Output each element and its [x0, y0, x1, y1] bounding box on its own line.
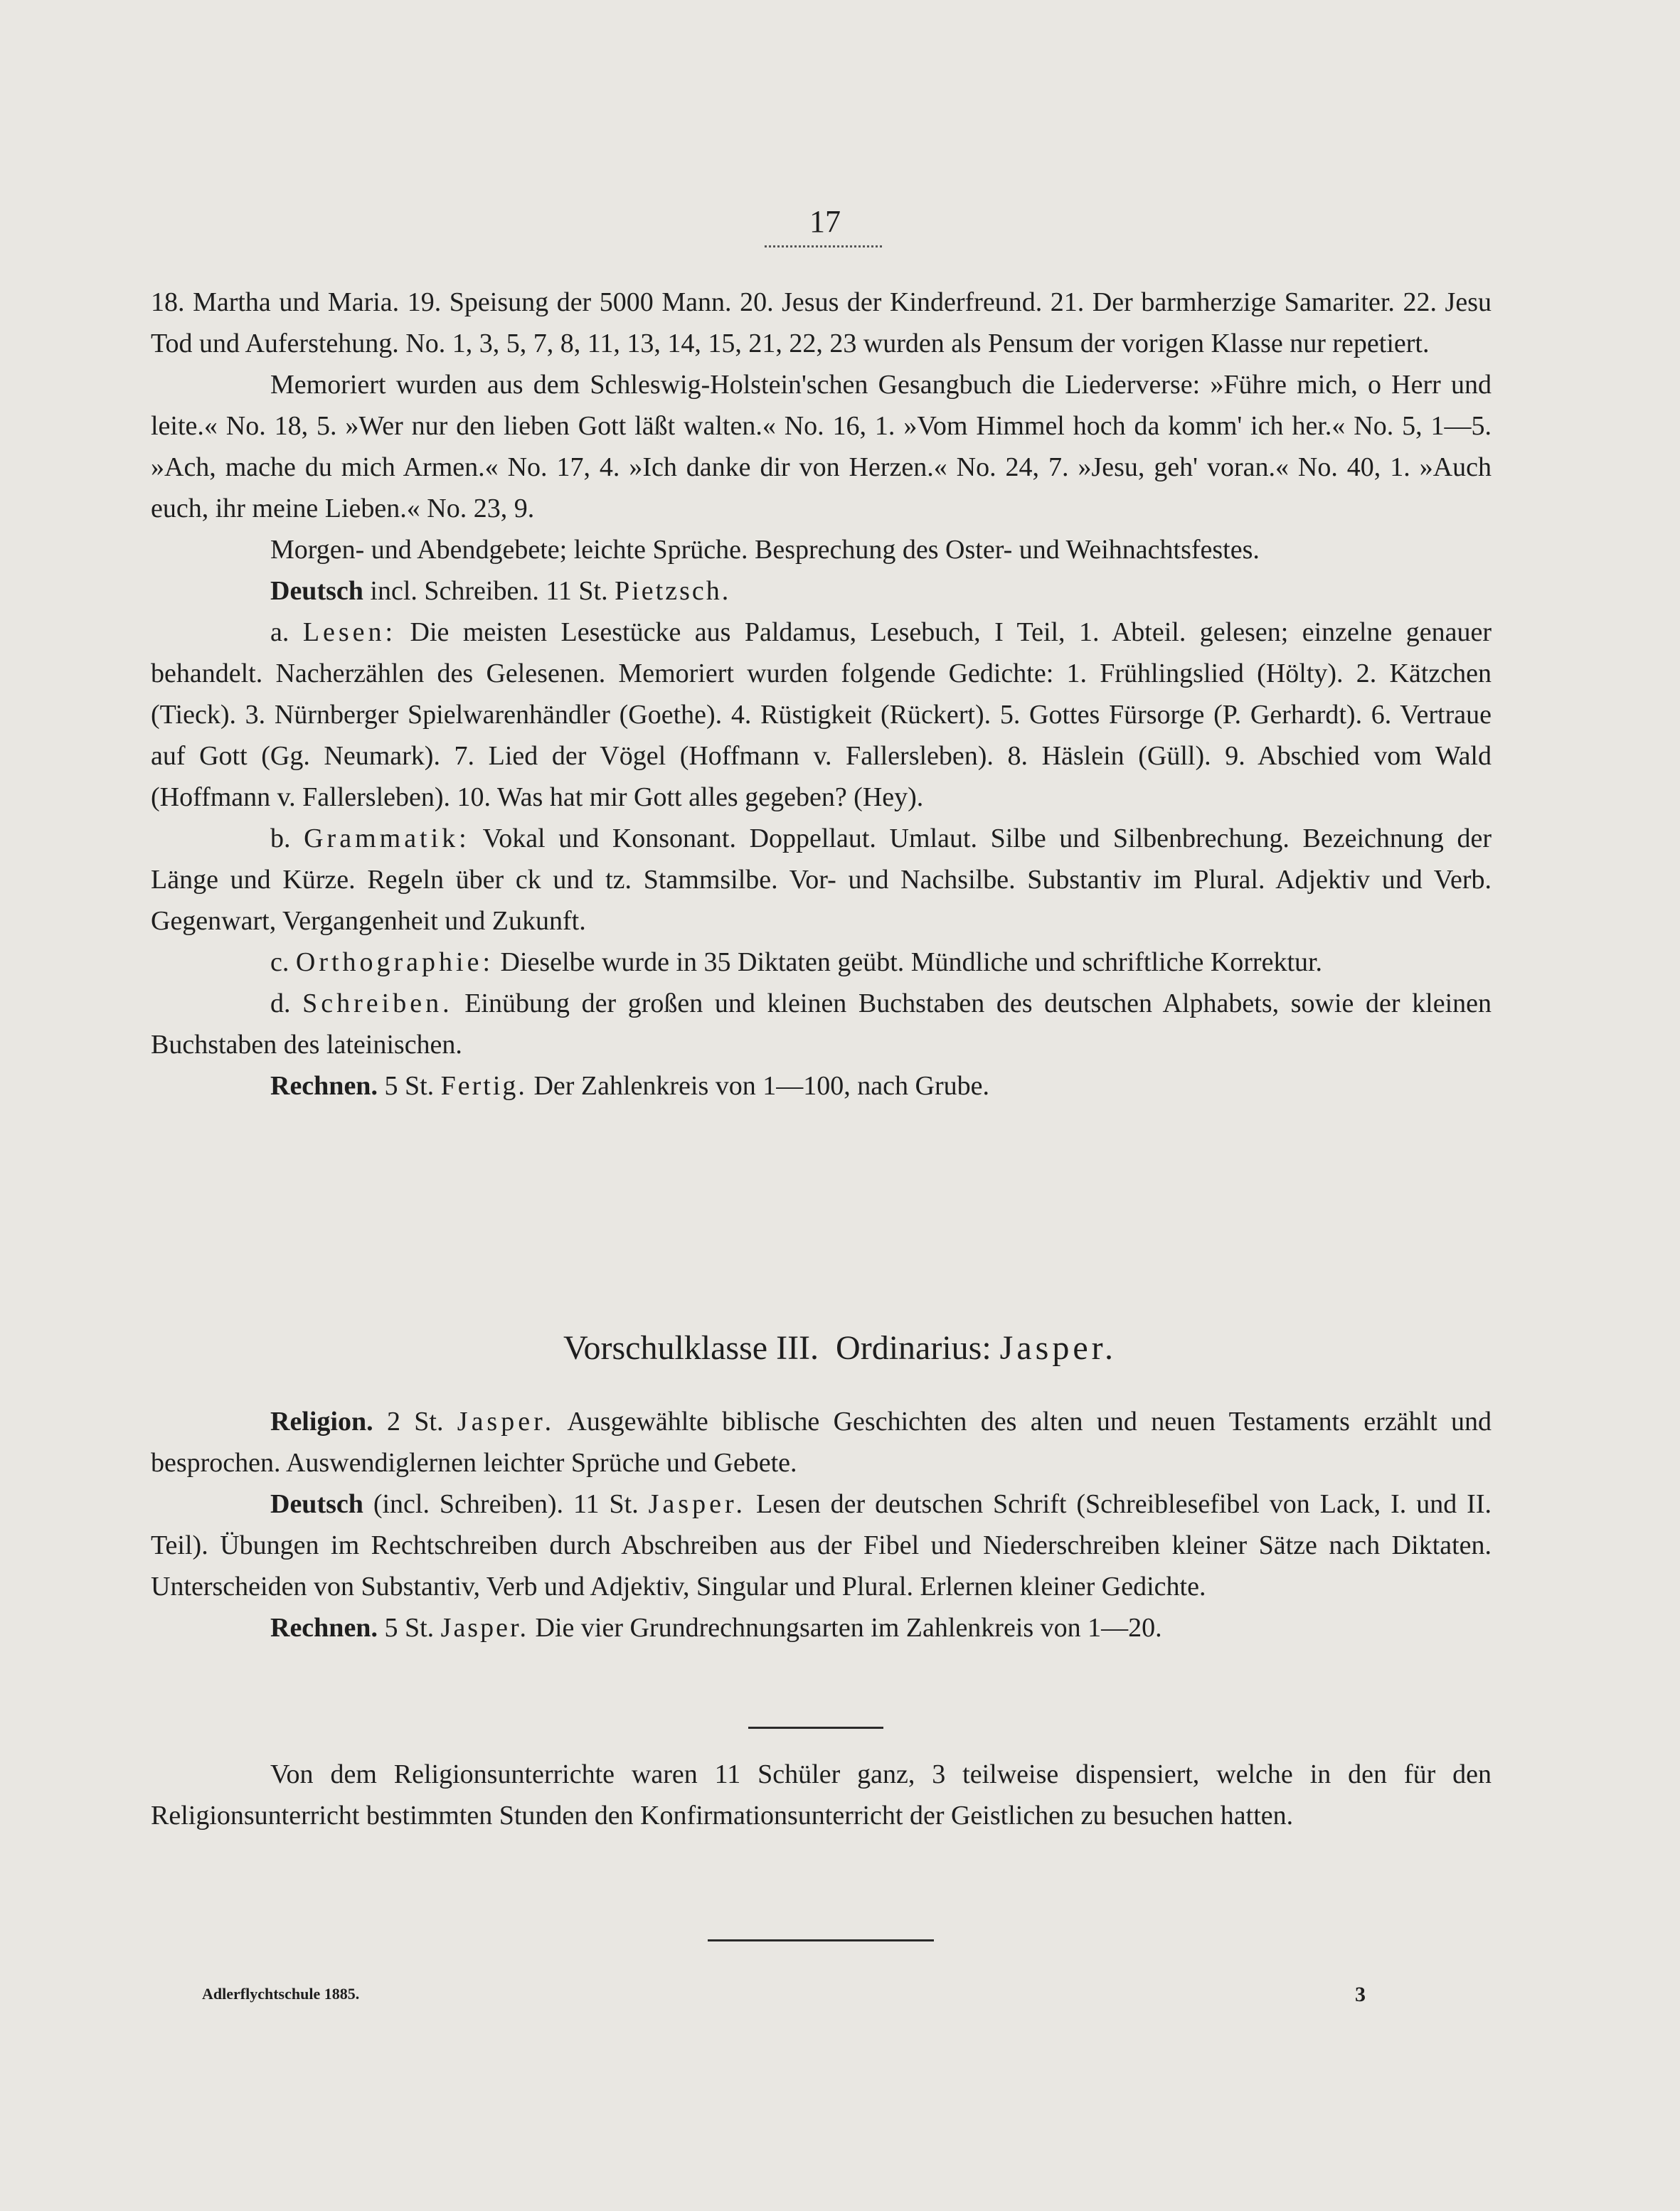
- item-text: Einübung der großen und kleinen Buchstaben des deutschen Alphabets, sowie der kleinen Buchstaben des lateinischen.: [151, 989, 1492, 1060]
- rechnen-paragraph: [151, 1607, 1492, 1648]
- religion-paragraph: [151, 1401, 1492, 1483]
- teacher-name: Jasper.: [457, 1407, 555, 1437]
- subject-hours: incl. Schreiben. 11 St.: [363, 576, 615, 606]
- subject-text: Die vier Grundrechnungsarten im Zahlenkreis von 1—20.: [528, 1613, 1162, 1643]
- subject-hours: 5 St.: [377, 1071, 441, 1101]
- page-number: 17: [809, 204, 841, 239]
- rechnen-paragraph: [151, 1065, 1492, 1107]
- signature-line: Adlerflychtschule 1885.: [202, 1985, 360, 2003]
- item-prefix: b.: [270, 824, 304, 853]
- grammar-paragraph: [151, 818, 1492, 942]
- dispensation-note: [151, 1754, 1492, 1836]
- section-heading: [0, 1328, 1680, 1368]
- subject-text: Lesen der deutschen Schrift (Schreiblesefibel von Lack, I. und II. Teil). Übungen im Rechtschreiben durch Abschreiben aus der Fibel und Niederschreiben kleiner Sätze nach Diktaten. Unterscheiden von Substantiv, Verb und Adjektiv, Singular und Plural. Erlernen kleiner Gedichte.: [151, 1489, 1492, 1602]
- subject-hours: 5 St.: [377, 1613, 441, 1643]
- reading-paragraph: [151, 612, 1492, 818]
- teacher-name: Pietzsch.: [615, 576, 731, 606]
- item-text: Vokal und Konsonant. Doppellaut. Umlaut. Silbe und Silbenbrechung. Bezeichnung der Länge und Kürze. Regeln über ck und tz. Stammsilbe. Vor- und Nachsilbe. Substantiv im Plural. Adjektiv und Verb. Gegenwart, Vergangenheit und Zukunft.: [151, 824, 1492, 936]
- item-title: Schreiben.: [302, 989, 453, 1018]
- item-text: Dieselbe wurde in 35 Diktaten geübt. Mündliche und schriftliche Korrektur.: [494, 947, 1323, 977]
- item-prefix: a.: [270, 617, 303, 647]
- prayers-paragraph: Morgen- und Abendgebete; leichte Sprüche. Besprechung des Oster- und Weihnachtsfestes.: [270, 535, 1260, 565]
- subject-label: Rechnen.: [270, 1071, 378, 1101]
- subject-label: Deutsch: [270, 576, 363, 606]
- writing-paragraph: [151, 983, 1492, 1065]
- note-paragraph: Von dem Religionsunterrichte waren 11 Schüler ganz, 3 teilweise dispensiert, welche in den für den Religionsunterricht bestimmten Stunden den Konfirmationsunterricht der Geistlichen zu besuchen hatten.: [151, 1759, 1492, 1831]
- item-prefix: d.: [270, 989, 303, 1018]
- religion-stories-paragraph: 18. Martha und Maria. 19. Speisung der 5000 Mann. 20. Jesus der Kinderfreund. 21. Der barmherzige Samariter. 22. Jesu Tod und Auferstehung. No. 1, 3, 5, 7, 8, 11, 13, 14, 15, 21, 22, 23 wurden als Pensum der vorigen Klasse nur repetiert.: [151, 287, 1492, 358]
- subject-text: Der Zahlenkreis von 1—100, nach Grube.: [526, 1071, 989, 1101]
- teacher-name: Jasper.: [648, 1489, 747, 1519]
- subject-label: Religion.: [270, 1407, 373, 1437]
- subject-label: Rechnen.: [270, 1613, 378, 1643]
- section-divider: [748, 1727, 883, 1729]
- deutsch-subject-line: [151, 570, 1492, 612]
- sheet-number: 3: [1355, 1983, 1366, 2006]
- page-number-underline: [765, 245, 882, 247]
- ordinarius-name: Jasper.: [999, 1329, 1117, 1367]
- deutsch-paragraph: [151, 1483, 1492, 1607]
- item-text: Die meisten Lesestücke aus Paldamus, Lesebuch, I Teil, 1. Abteil. gelesen; einzelne genauer behandelt. Nacherzählen des Gelesenen. Memoriert wurden folgende Gedichte: 1. Frühlingslied (Hölty). 2. Kätzchen (Tieck). 3. Nürnberger Spielwarenhändler (Goethe). 4. Rüstigkeit (Rückert). 5. Gottes Fürsorge (P. Gerhardt). 6. Vertraue auf Gott (Gg. Neumark). 7. Lied der Vögel (Hoffmann v. Fallersleben). 8. Häslein (Güll). 9. Abschied vom Wald (Hoffmann v. Fallersleben). 10. Was hat mir Gott alles gegeben? (Hey).: [151, 617, 1492, 812]
- item-title: Grammatik:: [304, 824, 470, 853]
- ordinarius-label: Ordinarius:: [836, 1329, 1000, 1367]
- subject-label: Deutsch: [270, 1489, 363, 1519]
- item-title: Orthographie:: [295, 947, 494, 977]
- item-prefix: c.: [270, 947, 296, 977]
- item-title: Lesen:: [302, 617, 397, 647]
- end-divider: [708, 1939, 934, 1941]
- orthography-paragraph: [151, 942, 1492, 983]
- class-curriculum-continued: [151, 282, 1492, 1107]
- vorschulklasse-curriculum: [151, 1401, 1492, 1648]
- teacher-name: Fertig.: [440, 1071, 527, 1101]
- subject-hours: 2 St.: [373, 1407, 457, 1437]
- teacher-name: Jasper.: [440, 1613, 529, 1643]
- subject-hours: (incl. Schreiben). 11 St.: [363, 1489, 649, 1519]
- memorized-hymns-paragraph: Memoriert wurden aus dem Schleswig-Holstein'schen Gesangbuch die Liederverse: »Führe mich, o Herr und leite.« No. 18, 5. »Wer nur den lieben Gott läßt walten.« No. 16, 1. »Vom Himmel hoch da komm' ich her.« No. 5, 1—5. »Ach, mache du mich Armen.« No. 17, 4. »Ich danke dir von Herzen.« No. 24, 7. »Jesu, geh' voran.« No. 40, 1. »Auch euch, ihr meine Lieben.« No. 23, 9.: [151, 370, 1492, 523]
- subject-text: Ausgewählte biblische Geschichten des alten und neuen Testaments erzählt und besprochen. Auswendiglernen leichter Sprüche und Gebete.: [151, 1407, 1492, 1478]
- class-name: Vorschulklasse III.: [563, 1329, 819, 1367]
